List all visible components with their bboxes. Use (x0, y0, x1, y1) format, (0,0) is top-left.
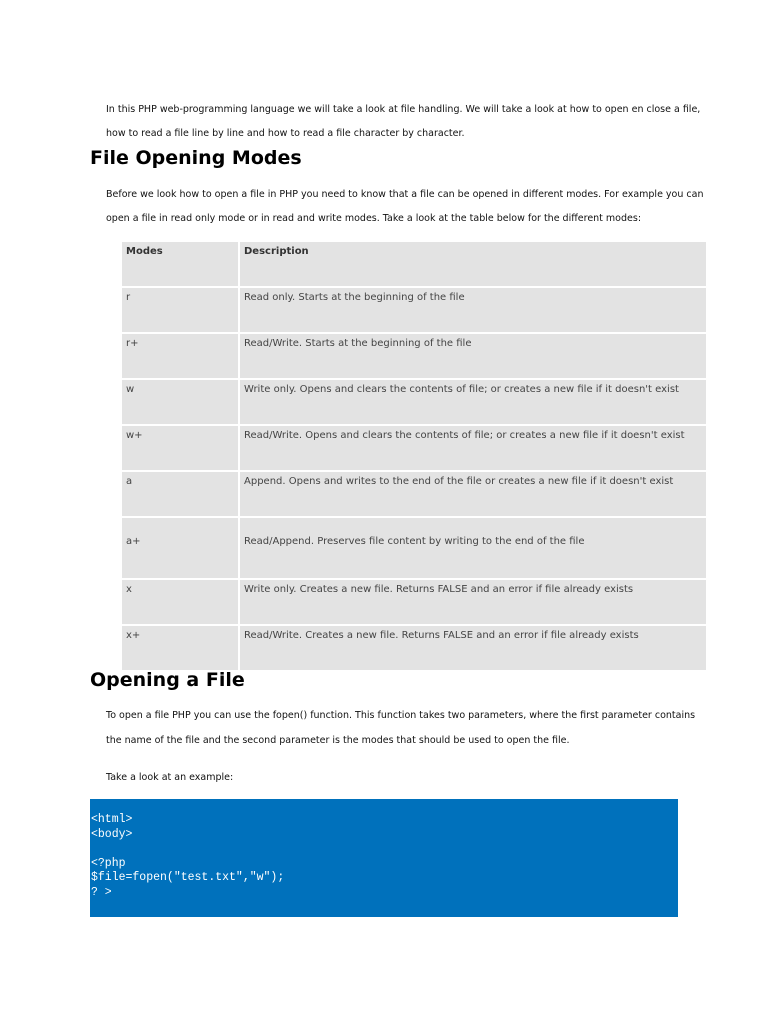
table-row (122, 288, 706, 332)
description-cell: Read/Write. Creates a new file. Returns FALSE and an error if file already exists (240, 626, 706, 670)
modes-paragraph-line-1: Before we look how to open a file in PHP you need to know that a file can be opened in different modes. For example you can (106, 189, 704, 200)
table-row (122, 580, 706, 624)
modes-paragraph-line-2: open a file in read only mode or in read and write modes. Take a look at the table below for the different modes: (106, 213, 642, 224)
opening-paragraph-line-2: the name of the file and the second parameter is the modes that should be used to open the file. (106, 735, 570, 746)
table-row (122, 334, 706, 378)
code-example: <html> <body> <?php $file=fopen("test.txt","w"); ? > (90, 799, 678, 917)
example-intro: Take a look at an example: (106, 772, 234, 783)
table-row (122, 426, 706, 470)
table-header-row (122, 242, 706, 286)
intro-line-2: how to read a file line by line and how to read a file character by character. (106, 128, 465, 139)
opening-paragraph-line-1: To open a file PHP you can use the fopen() function. This function takes two parameters, where the first parameter contains (106, 710, 696, 721)
table-row (122, 380, 706, 424)
description-cell: Read only. Starts at the beginning of the file (240, 288, 706, 332)
section-title-file-opening-modes: File Opening Modes (90, 147, 302, 169)
description-cell: Write only. Opens and clears the contents of file; or creates a new file if it doesn't exist (240, 380, 706, 424)
mode-cell: w (122, 380, 238, 424)
mode-cell: x+ (122, 626, 238, 670)
table-row (122, 472, 706, 516)
mode-cell: a (122, 472, 238, 516)
description-cell: Read/Write. Opens and clears the contents of file; or creates a new file if it doesn't exist (240, 426, 706, 470)
intro-line-1: In this PHP web-programming language we will take a look at file handling. We will take a look at how to open en close a file, (106, 104, 701, 115)
description-cell: Write only. Creates a new file. Returns FALSE and an error if file already exists (240, 580, 706, 624)
table-row (122, 626, 706, 670)
table-row (122, 518, 706, 578)
mode-cell: w+ (122, 426, 238, 470)
description-cell: Read/Append. Preserves file content by writing to the end of the file (240, 518, 706, 578)
description-cell: Append. Opens and writes to the end of the file or creates a new file if it doesn't exist (240, 472, 706, 516)
mode-cell: x (122, 580, 238, 624)
mode-cell: a+ (122, 518, 238, 578)
section-title-opening-a-file: Opening a File (90, 669, 245, 691)
description-cell: Read/Write. Starts at the beginning of the file (240, 334, 706, 378)
mode-cell: r (122, 288, 238, 332)
mode-cell: r+ (122, 334, 238, 378)
header-modes: Modes (122, 242, 238, 286)
modes-table (120, 240, 708, 672)
header-description: Description (240, 242, 706, 286)
